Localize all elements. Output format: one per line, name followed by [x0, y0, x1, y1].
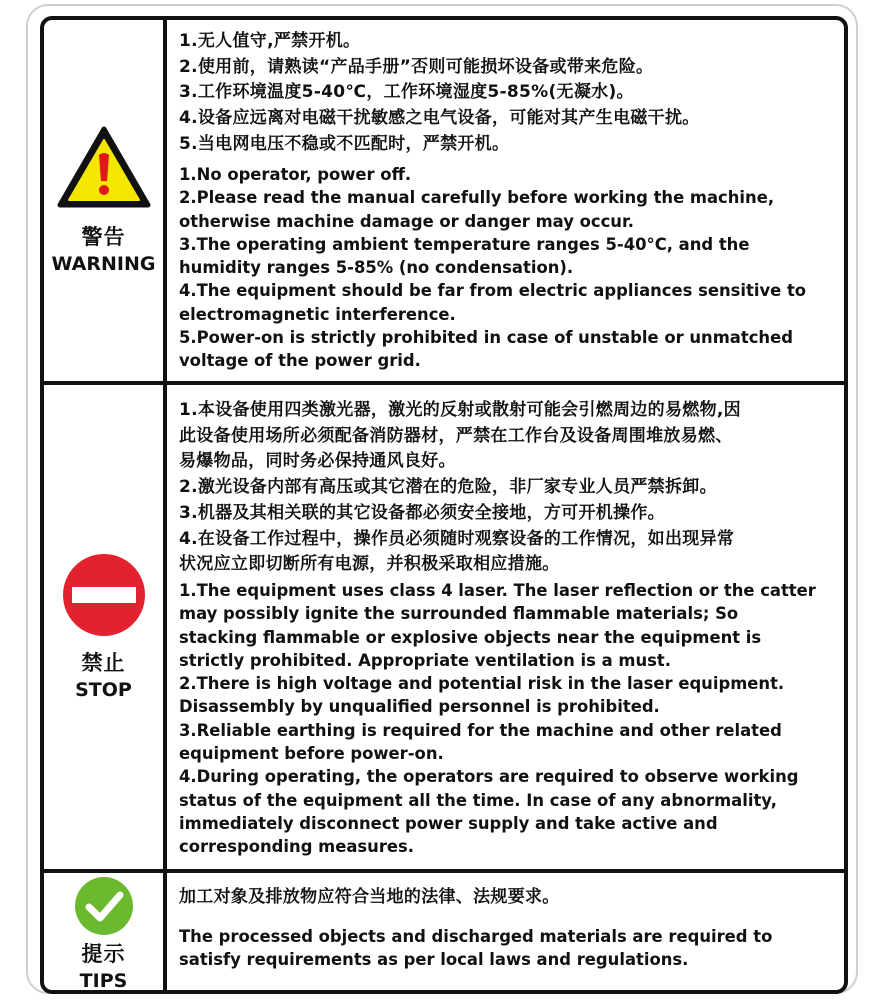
safety-sign-panel: [40, 16, 848, 994]
text-line: 1.No operator, power off.: [179, 165, 412, 184]
text-line: 此设备使用场所必须配备消防器材，严禁在工作台及设备周围堆放易燃、: [179, 425, 733, 446]
text-line: Disassembly by unqualified personnel is prohibited.: [179, 697, 660, 717]
text-line: humidity ranges 5-85% (no condensation).: [179, 258, 574, 278]
text-line: 易爆物品，同时务必保持通风良好。: [179, 451, 456, 472]
text-line: equipment before power-on.: [179, 744, 444, 764]
section-divider-warning-stop: [44, 381, 844, 385]
text-line: 5.Power-on is strictly prohibited in case of unstable or unmatched: [179, 328, 793, 348]
text-line: The processed objects and discharged materials are required to: [179, 927, 773, 946]
warning-triangle-icon: [57, 125, 151, 209]
warning-label-en: WARNING: [51, 253, 156, 275]
text-line: 3.Reliable earthing is required for the machine and other related: [179, 720, 782, 740]
stop-label-en: STOP: [75, 679, 132, 701]
section-divider-stop-tips: [44, 869, 844, 873]
text-line: satisfy requirements as per local laws and regulations.: [179, 950, 689, 970]
text-line: 5.当电网电压不稳或不匹配时，严禁开机。: [179, 133, 510, 154]
text-line: status of the equipment all the time. In case of any abnormality,: [179, 790, 777, 810]
warning-label-column: [44, 125, 163, 275]
text-line: 1.本设备使用四类激光器，激光的反射或散射可能会引燃周边的易燃物,因: [179, 400, 741, 420]
text-line: electromagnetic interference.: [179, 304, 456, 324]
tips-en-text: [179, 925, 843, 972]
text-line: 3.机器及其相关联的其它设备都必须安全接地，方可开机操作。: [179, 502, 665, 523]
text-line: 4.During operating, the operators are required to observe working: [179, 767, 799, 787]
stop-label-cn: 禁止: [81, 651, 126, 675]
check-circle-icon: [74, 876, 134, 936]
text-line: 4.The equipment should be far from electric appliances sensitive to: [179, 281, 807, 301]
stop-label-column: [44, 553, 163, 701]
text-line: 加工对象及排放物应符合当地的法律、法规要求。: [179, 887, 560, 907]
text-line: 2.激光设备内部有高压或其它潜在的危险，非厂家专业人员严禁拆卸。: [179, 477, 717, 498]
text-line: 2.使用前，请熟读“产品手册”否则可能损坏设备或带来危险。: [179, 56, 654, 77]
stop-en-text: [179, 579, 843, 859]
text-line: 2.There is high voltage and potential risk in the laser equipment.: [179, 674, 785, 694]
text-line: 3.The operating ambient temperature ranges 5-40°C, and the: [179, 234, 750, 254]
warning-cn-text: [179, 29, 843, 158]
tips-cn-text: [179, 885, 843, 911]
text-line: stacking flammable or explosive objects near the equipment is: [179, 627, 762, 647]
tips-label-cn: 提示: [81, 942, 126, 966]
column-divider: [163, 20, 167, 990]
warning-label-cn: 警告: [81, 225, 126, 249]
text-line: strictly prohibited. Appropriate ventilation is a must.: [179, 650, 671, 670]
text-line: immediately disconnect power supply and take active and: [179, 813, 718, 833]
text-line: 2.Please read the manual carefully before working the machine,: [179, 188, 775, 208]
text-line: 状况应立即切断所有电源，并积极采取相应措施。: [179, 554, 560, 575]
text-line: may possibly ignite the surrounded flammable materials; So: [179, 604, 739, 624]
tips-label-en: TIPS: [79, 970, 128, 992]
tips-label-column: [44, 876, 163, 992]
stop-cn-text: [179, 398, 843, 578]
text-line: 4.在设备工作过程中，操作员必须随时观察设备的工作情况，如出现异常: [179, 528, 735, 549]
text-line: 1.The equipment uses class 4 laser. The laser reflection or the catter: [179, 581, 816, 600]
text-line: 4.设备应远离对电磁干扰敏感之电气设备，可能对其产生电磁干扰。: [179, 108, 700, 129]
text-line: 1.无人值守,严禁开机。: [179, 31, 361, 51]
text-line: otherwise machine damage or danger may occur.: [179, 211, 634, 231]
text-line: voltage of the power grid.: [179, 351, 421, 371]
text-line: 3.工作环境温度5-40℃，工作环境湿度5-85%(无凝水)。: [179, 82, 634, 103]
warning-en-text: [179, 163, 843, 373]
text-line: corresponding measures.: [179, 837, 414, 857]
no-entry-icon: [62, 553, 146, 637]
